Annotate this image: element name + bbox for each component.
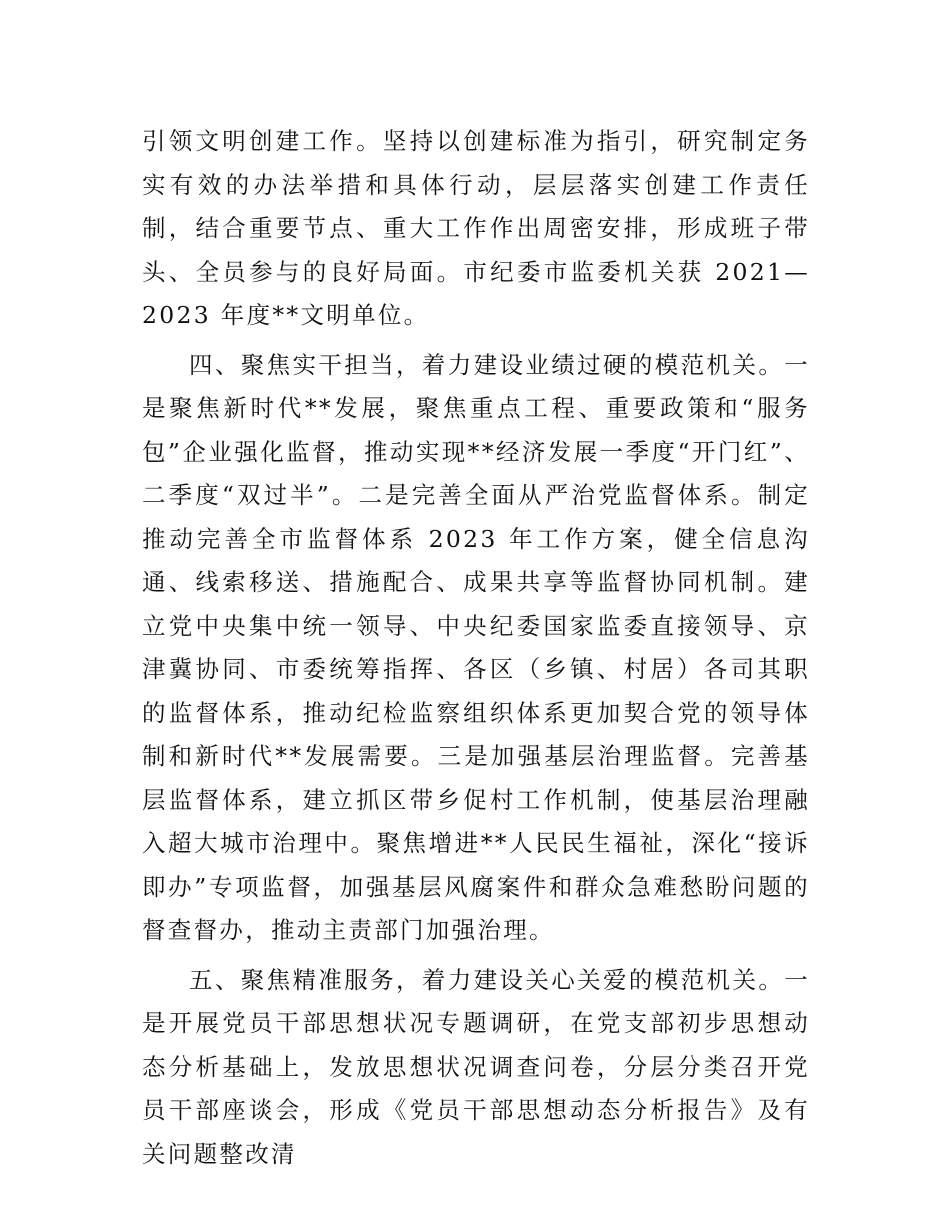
paragraph-section-five: 五、聚焦精准服务，着力建设关心关爱的模范机关。一是开展党员干部思想状况专题调研，在党支部初步思想动态分析基础上，发放思想状况调查问卷，分层分类召开党员干部座谈会，形成《党员干部思想动态分析报告》及有关问题整改清 — [142, 965, 810, 1168]
document-body — [142, 120, 810, 1176]
paragraph-continuation: 引领文明创建工作。坚持以创建标准为指引，研究制定务实有效的办法举措和具体行动，层层落实创建工作责任制，结合重要节点、重大工作作出周密安排，形成班子带头、全员参与的良好局面。市纪委市监委机关获 2021—2023 年度**文明单位。 — [142, 127, 810, 329]
paragraph-section-four: 四、聚焦实干担当，着力建设业绩过硬的模范机关。一是聚焦新时代**发展，聚焦重点工程、重要政策和“服务包”企业强化监督，推动实现**经济发展一季度“开门红”、二季度“双过半”。二是完善全面从严治党监督体系。制定推动完善全市监督体系 2023 年工作方案，健全信息沟通、线索移送、措施配合、成果共享等监督协同机制。建立党中央集中统一领导、中央纪委国家监委直接领导、京津冀协同、市委统筹指挥、各区（乡镇、村居）各司其职的监督体系，推动纪检监察组织体系更加契合党的领导体制和新时代**发展需要。三是加强基层治理监督。完善基层监督体系，建立抓区带乡促村工作机制，使基层治理融入超大城市治理中。聚焦增进**人民民生福祉，深化“接诉即办”专项监督，加强基层风腐案件和群众急难愁盼问题的督查督办，推动主责部门加强治理。 — [142, 350, 810, 944]
